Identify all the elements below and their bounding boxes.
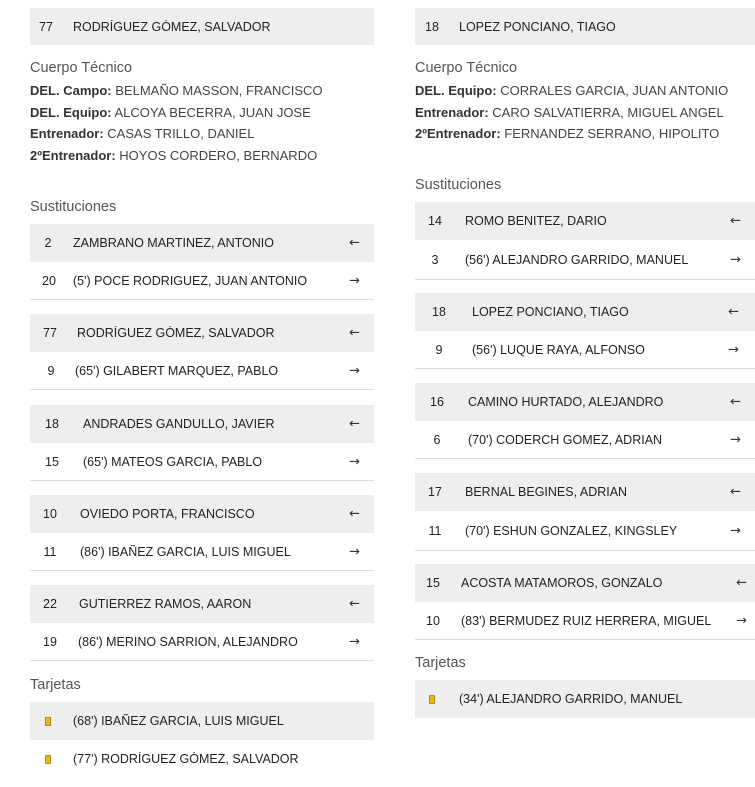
arrow-right-icon: → xyxy=(730,252,741,267)
sub-in-row xyxy=(415,602,755,640)
player-number: 19 xyxy=(43,634,57,649)
staff-role: DEL. Equipo: xyxy=(415,83,497,98)
player-number: 11 xyxy=(428,523,442,538)
staff-name: CASAS TRILLO, DANIEL xyxy=(107,126,255,141)
sub-out-row xyxy=(415,202,755,240)
cards-list xyxy=(415,680,755,718)
player-row xyxy=(30,8,374,45)
player-name: (70') ESHUN GONZALEZ, KINGSLEY xyxy=(465,523,678,538)
staff-line xyxy=(415,102,728,124)
card-text: (77') RODRÍGUEZ GÓMEZ, SALVADOR xyxy=(73,752,299,766)
substitution xyxy=(30,314,374,391)
arrow-right-icon: → xyxy=(349,544,360,559)
player-number: 18 xyxy=(432,305,446,319)
player-name: LOPEZ PONCIANO, TIAGO xyxy=(459,19,616,34)
sub-in-row xyxy=(30,352,374,390)
staff-name: BELMAÑO MASSON, FRANCISCO xyxy=(115,83,323,98)
substitution xyxy=(415,202,755,280)
staff-name: ALCOYA BECERRA, JUAN JOSE xyxy=(114,104,311,120)
arrow-left-icon: ← xyxy=(349,325,360,341)
staff-line xyxy=(30,123,323,145)
arrow-left-icon: ← xyxy=(730,213,741,229)
player-number: 14 xyxy=(428,214,442,228)
card-row xyxy=(30,702,374,740)
player-name: ANDRADES GANDULLO, JAVIER xyxy=(83,417,275,431)
sub-in-row xyxy=(30,443,374,481)
player-name: (86') IBAÑEZ GARCIA, LUIS MIGUEL xyxy=(80,544,291,559)
arrow-left-icon: ← xyxy=(736,575,747,591)
staff-line xyxy=(415,80,728,102)
staff-role: Entrenador: xyxy=(30,126,104,141)
staff-line xyxy=(30,102,323,124)
substitution xyxy=(30,224,374,301)
subs-list xyxy=(30,224,374,674)
arrow-left-icon: ← xyxy=(349,596,360,612)
substitution xyxy=(415,473,755,551)
player-name: (70') CODERCH GOMEZ, ADRIAN xyxy=(468,432,663,447)
card-row xyxy=(30,740,374,778)
player-name: (86') MERINO SARRION, ALEJANDRO xyxy=(78,634,298,649)
staff-role: 2ºEntrenador: xyxy=(30,147,116,163)
arrow-right-icon: → xyxy=(728,342,739,357)
player-number: 20 xyxy=(42,273,56,288)
substitution xyxy=(415,293,755,370)
player-number: 22 xyxy=(43,597,57,611)
yellow-card-icon xyxy=(45,755,51,764)
arrow-right-icon: → xyxy=(349,634,360,649)
arrow-right-icon: → xyxy=(730,523,741,538)
cards-title: Tarjetas xyxy=(415,655,466,671)
player-number: 10 xyxy=(43,507,57,521)
player-name: ACOSTA MATAMOROS, GONZALO xyxy=(461,576,663,590)
player-number: 77 xyxy=(43,326,57,340)
player-name: (56') ALEJANDRO GARRIDO, MANUEL xyxy=(465,252,689,267)
staff-title: Cuerpo Técnico xyxy=(30,60,133,76)
player-name: GUTIERREZ RAMOS, AARON xyxy=(79,597,252,611)
sub-out-row xyxy=(415,473,755,511)
arrow-right-icon: → xyxy=(349,273,360,288)
staff-line xyxy=(415,123,728,145)
staff-role: DEL. Equipo: xyxy=(30,104,112,120)
player-number: 77 xyxy=(39,19,53,34)
card-row xyxy=(415,680,755,718)
substitution xyxy=(415,564,755,641)
substitution xyxy=(30,585,374,662)
player-name: LOPEZ PONCIANO, TIAGO xyxy=(472,305,629,319)
sub-in-row xyxy=(415,331,755,369)
player-number: 10 xyxy=(426,613,440,628)
card-text: (34') ALEJANDRO GARRIDO, MANUEL xyxy=(459,692,683,706)
player-name: (65') GILABERT MARQUEZ, PABLO xyxy=(75,363,279,378)
arrow-right-icon: → xyxy=(349,454,360,469)
sub-in-row xyxy=(415,421,755,459)
arrow-left-icon: ← xyxy=(728,304,739,320)
arrow-right-icon: → xyxy=(349,363,360,378)
sub-out-row xyxy=(415,564,755,602)
player-name: ZAMBRANO MARTINEZ, ANTONIO xyxy=(73,236,274,250)
player-number: 17 xyxy=(428,485,442,499)
arrow-right-icon: → xyxy=(736,613,747,628)
staff-name: CORRALES GARCIA, JUAN ANTONIO xyxy=(500,83,729,98)
staff-role: DEL. Campo: xyxy=(30,83,112,98)
player-number: 11 xyxy=(43,544,57,559)
player-name: ROMO BENITEZ, DARIO xyxy=(465,214,607,228)
staff-title: Cuerpo Técnico xyxy=(415,60,518,76)
sub-out-row xyxy=(415,293,755,331)
player-number: 18 xyxy=(425,19,439,34)
player-number: 9 xyxy=(435,342,443,357)
arrow-left-icon: ← xyxy=(730,484,741,500)
staff-line xyxy=(30,80,323,102)
sub-out-row xyxy=(30,224,374,262)
player-number: 18 xyxy=(45,417,59,431)
sub-in-row xyxy=(415,511,755,551)
player-number: 9 xyxy=(47,363,55,378)
sub-in-row xyxy=(30,623,374,661)
yellow-card-icon xyxy=(429,695,435,704)
substitution xyxy=(30,405,374,482)
player-number: 16 xyxy=(430,395,444,409)
card-text: (68') IBAÑEZ GARCIA, LUIS MIGUEL xyxy=(73,714,284,728)
yellow-card-icon xyxy=(45,717,51,726)
arrow-left-icon: ← xyxy=(730,394,741,410)
player-name: (5') POCE RODRIGUEZ, JUAN ANTONIO xyxy=(73,273,308,288)
player-name: CAMINO HURTADO, ALEJANDRO xyxy=(468,395,664,409)
player-number: 6 xyxy=(433,432,441,447)
staff-list xyxy=(30,80,323,166)
staff-list xyxy=(415,80,728,145)
staff-name: CARO SALVATIERRA, MIGUEL ANGEL xyxy=(492,104,724,120)
sub-out-row xyxy=(30,585,374,623)
subs-list xyxy=(415,202,755,653)
player-row xyxy=(415,8,755,45)
sub-in-row xyxy=(30,262,374,300)
substitution xyxy=(415,383,755,460)
staff-role: Entrenador: xyxy=(415,104,489,120)
player-number: 15 xyxy=(45,454,59,469)
cards-title: Tarjetas xyxy=(30,677,81,693)
player-number: 3 xyxy=(431,252,439,267)
player-name: OVIEDO PORTA, FRANCISCO xyxy=(80,507,255,521)
sub-out-row xyxy=(415,383,755,421)
player-number: 2 xyxy=(44,236,52,250)
substitution xyxy=(30,495,374,572)
player-name: (65') MATEOS GARCIA, PABLO xyxy=(83,454,263,469)
arrow-left-icon: ← xyxy=(349,506,360,522)
player-name: (83') BERMUDEZ RUIZ HERRERA, MIGUEL xyxy=(461,613,712,628)
arrow-left-icon: ← xyxy=(349,235,360,251)
sub-out-row xyxy=(30,495,374,533)
player-name: BERNAL BEGINES, ADRIAN xyxy=(465,485,628,499)
subs-title: Sustituciones xyxy=(415,177,502,193)
sub-out-row xyxy=(30,405,374,443)
staff-name: FERNANDEZ SERRANO, HIPOLITO xyxy=(504,126,720,141)
arrow-right-icon: → xyxy=(730,432,741,447)
sub-in-row xyxy=(30,533,374,571)
player-name: RODRÍGUEZ GÓMEZ, SALVADOR xyxy=(73,19,271,34)
sub-in-row xyxy=(415,240,755,280)
sub-out-row xyxy=(30,314,374,352)
cards-list xyxy=(30,702,374,778)
arrow-left-icon: ← xyxy=(349,416,360,432)
player-name: (56') LUQUE RAYA, ALFONSO xyxy=(472,342,645,357)
staff-role: 2ºEntrenador: xyxy=(415,126,501,141)
subs-title: Sustituciones xyxy=(30,199,117,215)
staff-name: HOYOS CORDERO, BERNARDO xyxy=(119,147,318,163)
player-name: RODRÍGUEZ GÓMEZ, SALVADOR xyxy=(77,326,275,340)
player-number: 15 xyxy=(426,576,440,590)
staff-line xyxy=(30,145,323,167)
